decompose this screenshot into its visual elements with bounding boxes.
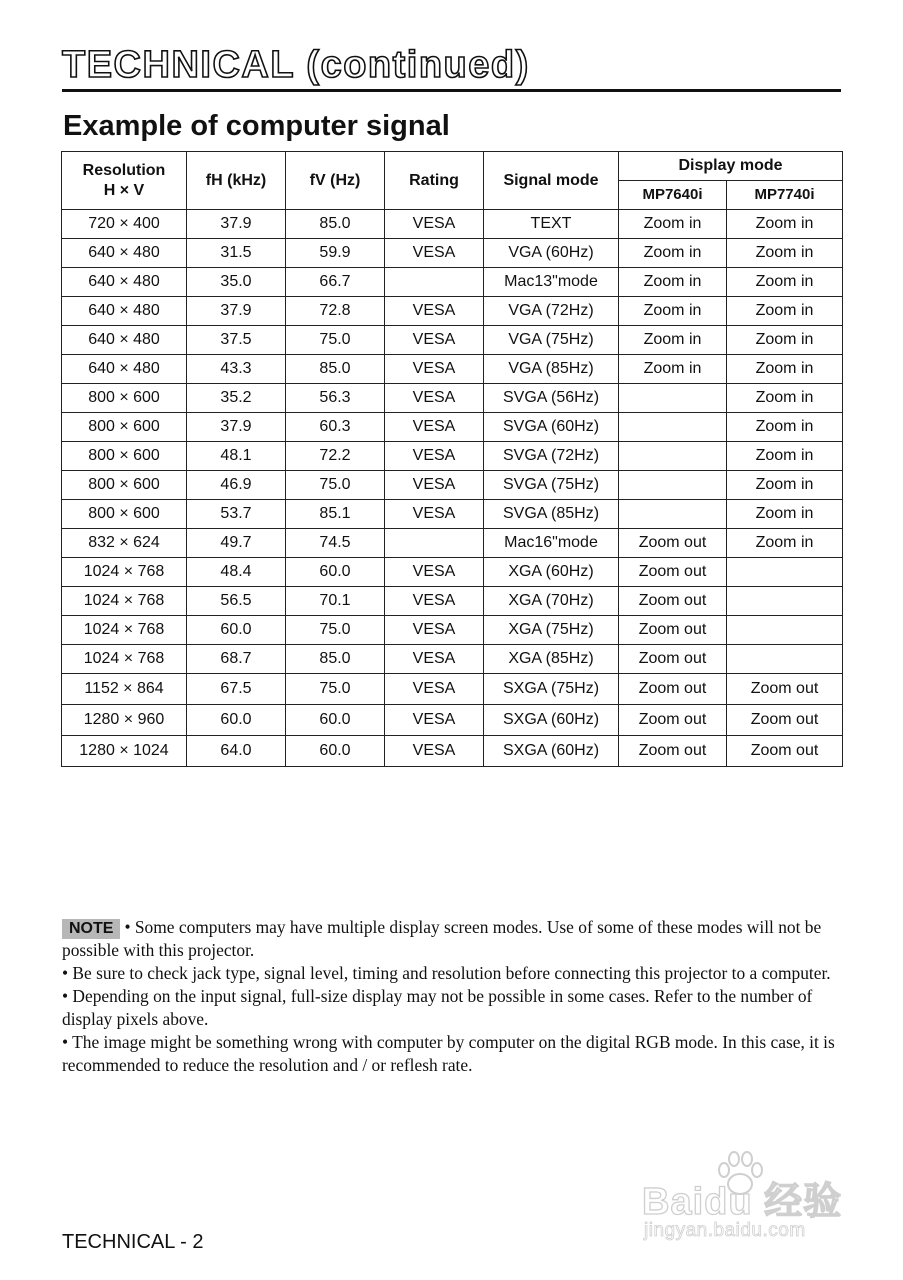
cell-resolution: 1280 × 960 (62, 705, 187, 736)
table-row (62, 384, 843, 413)
cell-signal-mode: TEXT (484, 210, 619, 239)
table-row (62, 645, 843, 674)
cell-fv: 60.0 (286, 705, 385, 736)
cell-mp7640i: Zoom out (619, 529, 727, 558)
cell-resolution: 640 × 480 (62, 355, 187, 384)
cell-fh: 35.0 (187, 268, 286, 297)
cell-mp7640i: Zoom in (619, 210, 727, 239)
cell-resolution: 1024 × 768 (62, 558, 187, 587)
cell-signal-mode: VGA (75Hz) (484, 326, 619, 355)
cell-fh: 46.9 (187, 471, 286, 500)
table-row (62, 210, 843, 239)
cell-mp7640i: Zoom in (619, 355, 727, 384)
cell-resolution: 800 × 600 (62, 500, 187, 529)
table-row (62, 587, 843, 616)
cell-fh: 48.4 (187, 558, 286, 587)
cell-mp7740i: Zoom out (727, 705, 843, 736)
cell-mp7640i: Zoom in (619, 297, 727, 326)
table-row (62, 558, 843, 587)
cell-rating: VESA (385, 384, 484, 413)
cell-rating: VESA (385, 674, 484, 705)
cell-mp7640i: Zoom out (619, 705, 727, 736)
cell-fv: 85.0 (286, 210, 385, 239)
cell-signal-mode: SVGA (56Hz) (484, 384, 619, 413)
cell-fv: 60.0 (286, 558, 385, 587)
cell-mp7740i (727, 558, 843, 587)
cell-signal-mode: SVGA (72Hz) (484, 442, 619, 471)
header-signal-mode: Signal mode (484, 152, 619, 210)
header-model-mp7740i: MP7740i (727, 181, 843, 210)
cell-mp7640i (619, 442, 727, 471)
cell-fv: 66.7 (286, 268, 385, 297)
page-title: TECHNICAL (continued) (62, 44, 530, 86)
cell-fv: 85.0 (286, 645, 385, 674)
cell-fv: 85.0 (286, 355, 385, 384)
cell-mp7640i: Zoom out (619, 674, 727, 705)
cell-fh: 43.3 (187, 355, 286, 384)
cell-rating: VESA (385, 210, 484, 239)
cell-resolution: 640 × 480 (62, 297, 187, 326)
header-fv: fV (Hz) (286, 152, 385, 210)
cell-fh: 64.0 (187, 736, 286, 767)
cell-mp7640i: Zoom out (619, 736, 727, 767)
cell-signal-mode: VGA (60Hz) (484, 239, 619, 268)
cell-signal-mode: XGA (70Hz) (484, 587, 619, 616)
cell-resolution: 800 × 600 (62, 442, 187, 471)
cell-signal-mode: SXGA (60Hz) (484, 705, 619, 736)
table-row (62, 529, 843, 558)
table-header (62, 152, 843, 210)
cell-fh: 37.9 (187, 413, 286, 442)
cell-fv: 75.0 (286, 326, 385, 355)
cell-fv: 75.0 (286, 674, 385, 705)
table-row (62, 326, 843, 355)
cell-mp7640i: Zoom out (619, 616, 727, 645)
cell-rating: VESA (385, 500, 484, 529)
cell-signal-mode: XGA (60Hz) (484, 558, 619, 587)
cell-resolution: 640 × 480 (62, 268, 187, 297)
cell-signal-mode: Mac16"mode (484, 529, 619, 558)
cell-mp7740i (727, 587, 843, 616)
cell-fh: 35.2 (187, 384, 286, 413)
cell-rating: VESA (385, 736, 484, 767)
watermark-brand: Baidu 经验 (642, 1181, 843, 1223)
cell-mp7640i: Zoom out (619, 587, 727, 616)
cell-mp7740i: Zoom in (727, 239, 843, 268)
computer-signal-table (61, 151, 843, 767)
cell-resolution: 800 × 600 (62, 384, 187, 413)
watermark-url: jingyan.baidu.com (644, 1220, 806, 1241)
cell-rating: VESA (385, 442, 484, 471)
cell-mp7740i: Zoom in (727, 471, 843, 500)
note-item (62, 916, 842, 962)
cell-mp7640i (619, 500, 727, 529)
cell-fh: 37.9 (187, 297, 286, 326)
table-row (62, 500, 843, 529)
cell-resolution: 832 × 624 (62, 529, 187, 558)
cell-rating: VESA (385, 558, 484, 587)
cell-signal-mode: SVGA (75Hz) (484, 471, 619, 500)
table-row (62, 705, 843, 736)
cell-fv: 59.9 (286, 239, 385, 268)
cell-fv: 60.0 (286, 736, 385, 767)
cell-fv: 75.0 (286, 471, 385, 500)
cell-resolution: 720 × 400 (62, 210, 187, 239)
cell-rating: VESA (385, 297, 484, 326)
table-row (62, 442, 843, 471)
cell-mp7740i (727, 616, 843, 645)
cell-rating: VESA (385, 705, 484, 736)
cell-fv: 56.3 (286, 384, 385, 413)
cell-mp7640i (619, 384, 727, 413)
cell-mp7740i: Zoom out (727, 736, 843, 767)
cell-resolution: 1024 × 768 (62, 616, 187, 645)
cell-signal-mode: XGA (75Hz) (484, 616, 619, 645)
cell-fv: 60.3 (286, 413, 385, 442)
cell-rating: VESA (385, 413, 484, 442)
cell-signal-mode: XGA (85Hz) (484, 645, 619, 674)
cell-signal-mode: SXGA (75Hz) (484, 674, 619, 705)
header-model-mp7640i: MP7640i (619, 181, 727, 210)
header-resolution (62, 152, 187, 210)
cell-fh: 60.0 (187, 705, 286, 736)
cell-signal-mode: SXGA (60Hz) (484, 736, 619, 767)
header-resolution-line2: H × V (103, 181, 145, 199)
title-rule (62, 89, 841, 92)
note-item: • Be sure to check jack type, signal level, timing and resolution before connecting this projector to a computer. (62, 963, 831, 983)
cell-rating: VESA (385, 616, 484, 645)
cell-rating: VESA (385, 239, 484, 268)
cell-fh: 67.5 (187, 674, 286, 705)
cell-rating (385, 268, 484, 297)
table-body (62, 210, 843, 767)
cell-fh: 37.5 (187, 326, 286, 355)
cell-signal-mode: SVGA (60Hz) (484, 413, 619, 442)
cell-signal-mode: VGA (72Hz) (484, 297, 619, 326)
cell-mp7740i: Zoom in (727, 297, 843, 326)
cell-resolution: 640 × 480 (62, 326, 187, 355)
cell-mp7640i (619, 413, 727, 442)
section-title: Example of computer signal (63, 110, 450, 142)
header-rating: Rating (385, 152, 484, 210)
cell-mp7740i: Zoom in (727, 500, 843, 529)
cell-rating: VESA (385, 326, 484, 355)
cell-rating: VESA (385, 471, 484, 500)
cell-fv: 75.0 (286, 616, 385, 645)
note-item: • Depending on the input signal, full-size display may not be possible in some cases. Refer to the number of display pixels above. (62, 986, 813, 1029)
header-resolution-line1: Resolution (82, 161, 166, 179)
cell-fh: 56.5 (187, 587, 286, 616)
cell-mp7640i: Zoom in (619, 239, 727, 268)
note-item: • The image might be something wrong with computer by computer on the digital RGB mode. In this case, it is recommended to reduce the resolution and / or reflesh rate. (62, 1032, 835, 1075)
cell-mp7740i: Zoom in (727, 326, 843, 355)
cell-fh: 48.1 (187, 442, 286, 471)
cell-mp7740i: Zoom in (727, 210, 843, 239)
cell-mp7740i: Zoom in (727, 384, 843, 413)
cell-rating: VESA (385, 587, 484, 616)
table-row (62, 471, 843, 500)
note-label: NOTE (62, 919, 120, 939)
cell-mp7740i: Zoom in (727, 442, 843, 471)
cell-fh: 31.5 (187, 239, 286, 268)
cell-resolution: 1152 × 864 (62, 674, 187, 705)
cell-mp7640i: Zoom in (619, 326, 727, 355)
cell-signal-mode: VGA (85Hz) (484, 355, 619, 384)
cell-fv: 74.5 (286, 529, 385, 558)
table-row (62, 674, 843, 705)
table-row (62, 736, 843, 767)
header-display-mode: Display mode (619, 152, 843, 181)
cell-fh: 68.7 (187, 645, 286, 674)
table-row (62, 239, 843, 268)
table-row (62, 616, 843, 645)
cell-signal-mode: Mac13"mode (484, 268, 619, 297)
note-text: • Some computers may have multiple display screen modes. Use of some of these modes will not be possible with this projector. (62, 917, 822, 960)
cell-resolution: 1024 × 768 (62, 645, 187, 674)
cell-resolution: 640 × 480 (62, 239, 187, 268)
cell-fv: 72.2 (286, 442, 385, 471)
note-block (62, 916, 842, 1077)
cell-mp7640i (619, 471, 727, 500)
cell-fh: 60.0 (187, 616, 286, 645)
cell-signal-mode: SVGA (85Hz) (484, 500, 619, 529)
header-fh: fH (kHz) (187, 152, 286, 210)
cell-mp7740i: Zoom out (727, 674, 843, 705)
table-row (62, 297, 843, 326)
cell-mp7740i: Zoom in (727, 355, 843, 384)
table-row (62, 268, 843, 297)
cell-fh: 49.7 (187, 529, 286, 558)
cell-mp7740i: Zoom in (727, 529, 843, 558)
cell-resolution: 1024 × 768 (62, 587, 187, 616)
cell-rating (385, 529, 484, 558)
cell-fv: 85.1 (286, 500, 385, 529)
cell-mp7640i: Zoom in (619, 268, 727, 297)
cell-mp7640i: Zoom out (619, 645, 727, 674)
page-footer: TECHNICAL - 2 (62, 1231, 204, 1253)
cell-fh: 53.7 (187, 500, 286, 529)
cell-resolution: 800 × 600 (62, 471, 187, 500)
table-row (62, 413, 843, 442)
cell-fv: 72.8 (286, 297, 385, 326)
cell-fv: 70.1 (286, 587, 385, 616)
cell-rating: VESA (385, 355, 484, 384)
cell-mp7740i: Zoom in (727, 413, 843, 442)
baidu-watermark (640, 1150, 850, 1245)
cell-mp7740i: Zoom in (727, 268, 843, 297)
cell-rating: VESA (385, 645, 484, 674)
cell-fh: 37.9 (187, 210, 286, 239)
cell-mp7640i: Zoom out (619, 558, 727, 587)
table-row (62, 355, 843, 384)
cell-mp7740i (727, 645, 843, 674)
cell-resolution: 1280 × 1024 (62, 736, 187, 767)
cell-resolution: 800 × 600 (62, 413, 187, 442)
